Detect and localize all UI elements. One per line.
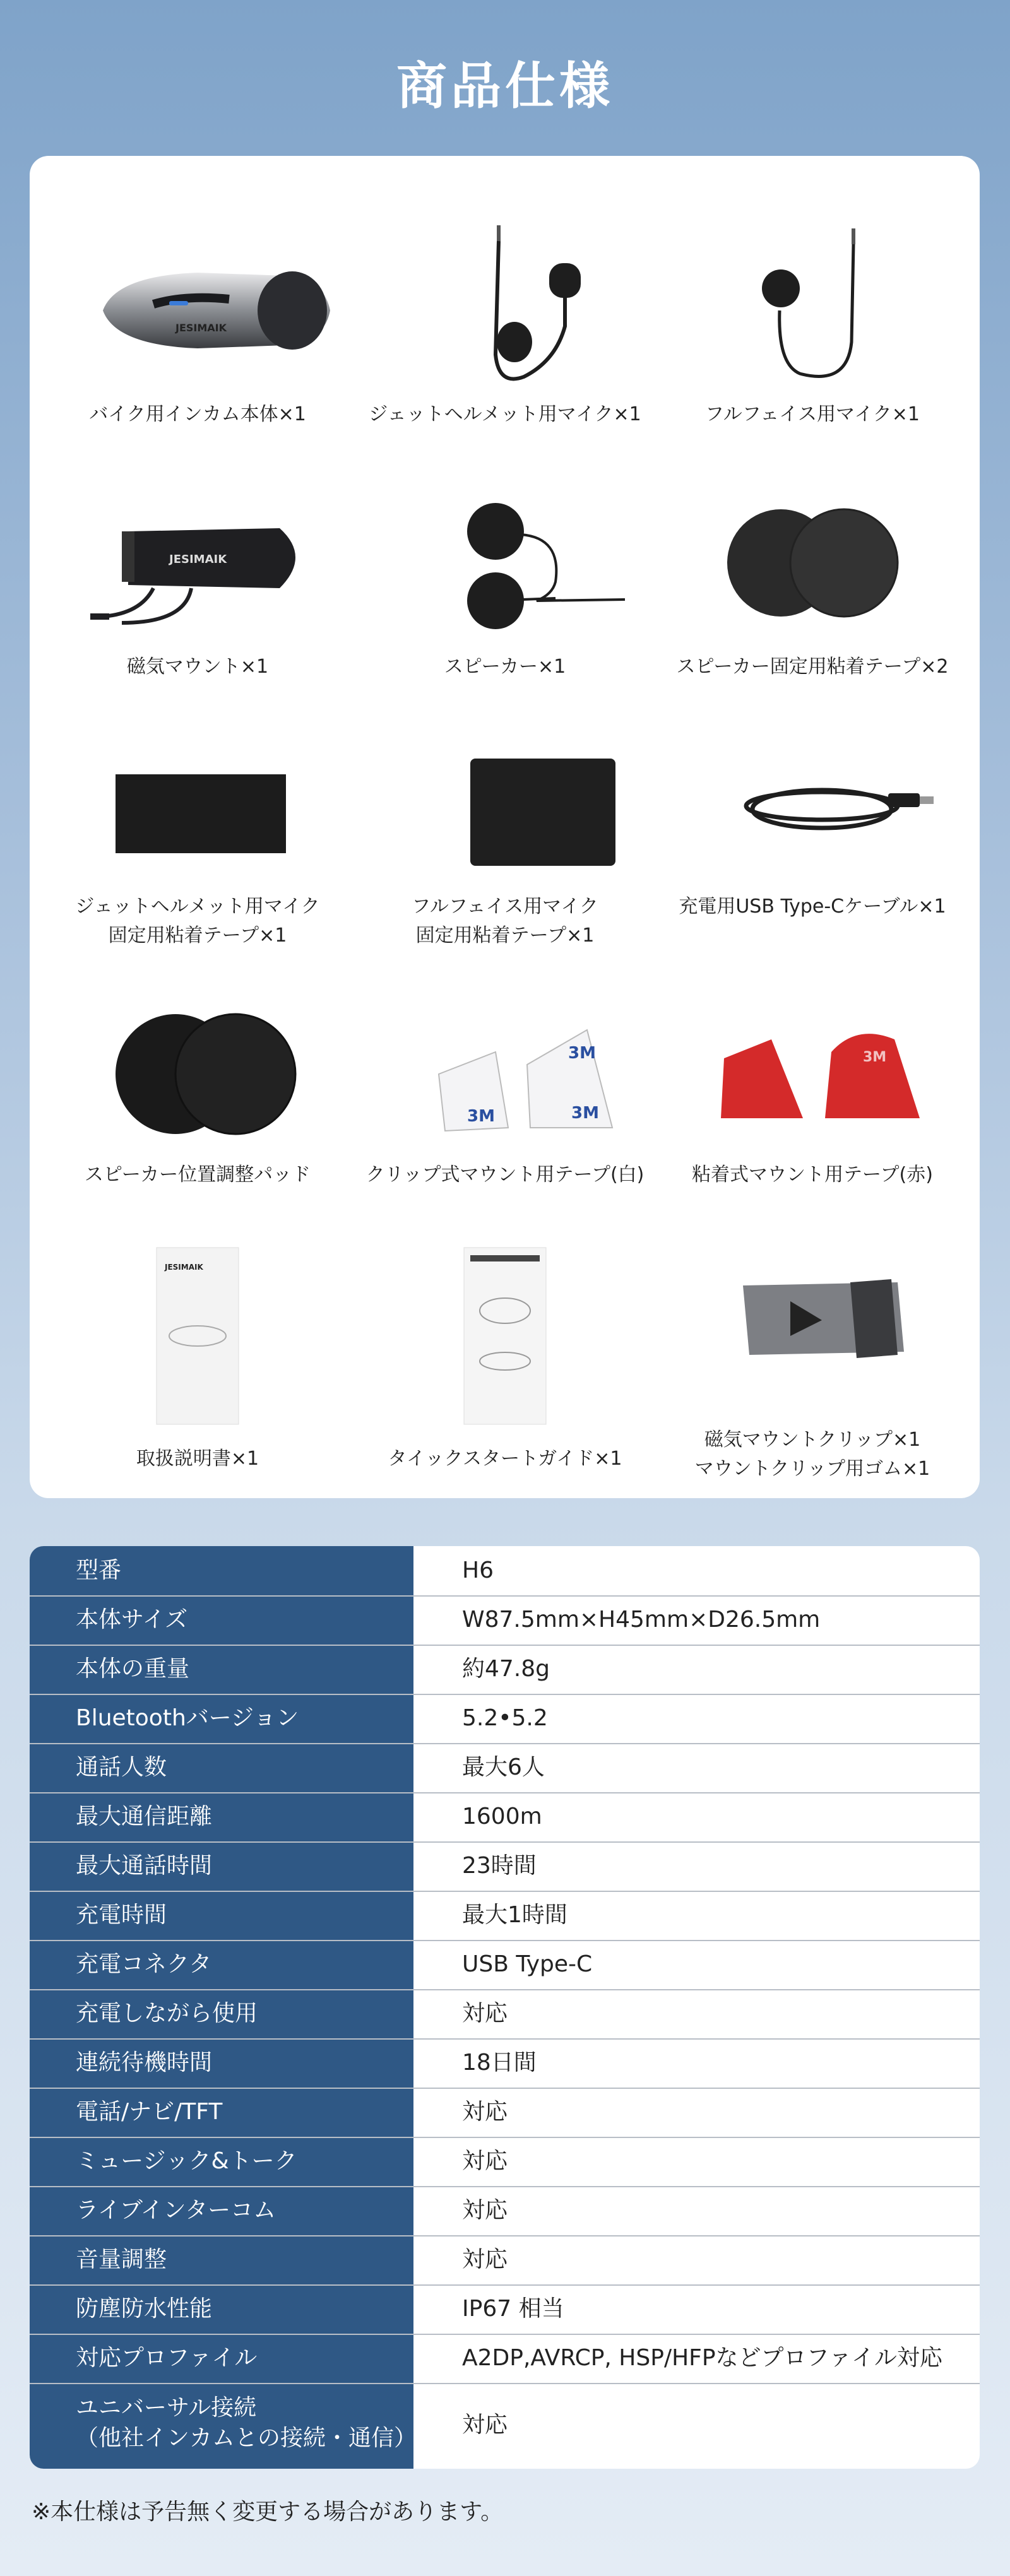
spec-row <box>30 1989 980 2040</box>
item-caption: ジェットヘルメット用マイク×1 <box>369 403 641 425</box>
item-caption: スピーカー×1 <box>444 656 566 678</box>
spec-value: 約47.8g <box>462 1656 550 1682</box>
item-caption: 磁気マウントクリップ×1 マウントクリップ用ゴム×1 <box>694 1429 930 1480</box>
item-intercom-unit <box>40 216 355 429</box>
spec-label: 最大通話時間 <box>76 1853 213 1879</box>
tape-logo: 3M <box>863 1049 887 1065</box>
red-tape-icon <box>655 1001 970 1147</box>
item-quick-guide <box>347 1241 663 1474</box>
manual-icon <box>40 1241 355 1431</box>
velcro-discs-icon <box>655 487 970 639</box>
velcro-strip-icon <box>40 752 355 878</box>
spec-value: 対応 <box>462 2412 508 2438</box>
item-foam-pads <box>40 1001 355 1190</box>
spec-value: IP67 相当 <box>462 2296 564 2322</box>
spec-label: 本体サイズ <box>76 1607 188 1633</box>
boom-mic-icon <box>347 216 663 386</box>
item-caption: 充電用USB Type-Cケーブル×1 <box>679 895 946 918</box>
spec-label: 充電しながら使用 <box>76 2000 258 2026</box>
brand-text: JESIMAIK <box>175 322 227 334</box>
mount-brand-text: JESIMAIK <box>169 553 227 566</box>
spec-row <box>30 1940 980 1990</box>
tape-logo: 3M <box>568 1044 596 1063</box>
spec-table <box>30 1546 980 2469</box>
spec-label: ユニバーサル接続 （他社インカムとの接続・通信） <box>76 2395 417 2451</box>
mount-clip-icon <box>655 1241 970 1412</box>
spec-value: 18日間 <box>462 2050 537 2076</box>
spec-label: 型番 <box>76 1557 122 1583</box>
item-wired-mic <box>655 216 970 429</box>
white-tape-icon <box>347 1001 663 1147</box>
item-caption: スピーカー固定用粘着テープ×2 <box>676 656 949 678</box>
velcro-pad-icon <box>347 752 663 878</box>
item-usb-cable <box>655 752 970 921</box>
spec-row <box>30 2137 980 2187</box>
spec-label: 最大通信距離 <box>76 1804 213 1829</box>
spec-label: 防塵防水性能 <box>76 2296 213 2322</box>
tape-logo: 3M <box>571 1104 599 1123</box>
item-magnetic-mount <box>40 487 355 682</box>
spec-label: 通話人数 <box>76 1754 167 1780</box>
item-caption: クリップ式マウント用テープ(白) <box>365 1164 645 1186</box>
item-boom-mic <box>347 216 663 429</box>
spec-value: 23時間 <box>462 1853 537 1879</box>
spec-label: 連続待機時間 <box>76 2050 213 2076</box>
spec-label: 音量調整 <box>76 2247 167 2272</box>
spec-value: 対応 <box>462 2247 508 2272</box>
usb-cable-icon <box>655 752 970 878</box>
intercom-unit-icon <box>40 216 355 386</box>
spec-row <box>30 2383 980 2467</box>
spec-value: W87.5mm×H45mm×D26.5mm <box>462 1607 821 1633</box>
item-caption: 粘着式マウント用テープ(赤) <box>692 1164 933 1186</box>
spec-row <box>30 2088 980 2138</box>
speakers-icon <box>347 487 663 639</box>
spec-row <box>30 1891 980 1941</box>
item-caption: 磁気マウント×1 <box>126 656 269 678</box>
item-velcro-strip <box>40 752 355 950</box>
spec-value: 最大6人 <box>462 1754 545 1780</box>
wired-mic-icon <box>655 216 970 386</box>
spec-row <box>30 1792 980 1843</box>
spec-value: 1600m <box>462 1804 542 1829</box>
spec-value: H6 <box>462 1557 494 1583</box>
spec-row <box>30 1841 980 1892</box>
item-speakers <box>347 487 663 682</box>
item-velcro-discs <box>655 487 970 682</box>
item-caption: ジェットヘルメット用マイク 固定用粘着テープ×1 <box>75 895 320 947</box>
item-white-tape <box>347 1001 663 1190</box>
spec-row <box>30 1595 980 1646</box>
spec-label: Bluetoothバージョン <box>76 1705 299 1731</box>
spec-value: 対応 <box>462 2197 508 2223</box>
item-velcro-pad <box>347 752 663 950</box>
spec-row <box>30 1645 980 1695</box>
page-title: 商品仕様 <box>396 57 614 115</box>
foam-pads-icon <box>40 1001 355 1147</box>
spec-label: 対応プロファイル <box>76 2345 258 2371</box>
item-red-tape <box>655 1001 970 1190</box>
spec-value: 対応 <box>462 2000 508 2026</box>
item-caption: フルフェイス用マイク×1 <box>704 403 920 425</box>
item-caption: フルフェイス用マイク 固定用粘着テープ×1 <box>412 895 598 947</box>
item-mount-clip <box>655 1241 970 1484</box>
spec-value: 5.2•5.2 <box>462 1705 548 1731</box>
spec-value: 対応 <box>462 2099 508 2125</box>
spec-row <box>30 2284 980 2335</box>
spec-label: 電話/ナビ/TFT <box>76 2099 223 2125</box>
tape-logo: 3M <box>467 1107 495 1126</box>
spec-value: 対応 <box>462 2148 508 2174</box>
footnote: ※本仕様は予告無く変更する場合があります。 <box>32 2499 504 2525</box>
spec-value: A2DP,AVRCP, HSP/HFPなどプロファイル対応 <box>462 2345 942 2371</box>
item-caption: 取扱説明書×1 <box>136 1448 259 1470</box>
package-contents-card <box>30 156 980 1498</box>
manual-brand-text: JESIMAIK <box>165 1263 203 1272</box>
spec-value: 最大1時間 <box>462 1902 567 1928</box>
spec-row <box>30 2186 980 2236</box>
spec-row <box>30 1743 980 1793</box>
spec-label: 充電時間 <box>76 1902 167 1928</box>
spec-row <box>30 1546 980 1597</box>
spec-row <box>30 2235 980 2286</box>
item-caption: スピーカー位置調整パッド <box>84 1164 311 1186</box>
spec-row <box>30 2038 980 2089</box>
item-manual <box>40 1241 355 1474</box>
spec-row <box>30 1694 980 1744</box>
spec-row <box>30 2334 980 2384</box>
magnetic-mount-icon <box>40 487 355 639</box>
quick-guide-icon <box>347 1241 663 1431</box>
spec-label: 本体の重量 <box>76 1656 190 1682</box>
item-caption: タイックスタートガイド×1 <box>388 1448 622 1470</box>
spec-label: ミュージック&トーク <box>76 2148 297 2174</box>
spec-value: USB Type-C <box>462 1951 593 1977</box>
item-caption: バイク用インカム本体×1 <box>89 403 306 425</box>
spec-label: ライブインターコム <box>76 2197 276 2223</box>
spec-label: 充電コネクタ <box>76 1951 212 1977</box>
